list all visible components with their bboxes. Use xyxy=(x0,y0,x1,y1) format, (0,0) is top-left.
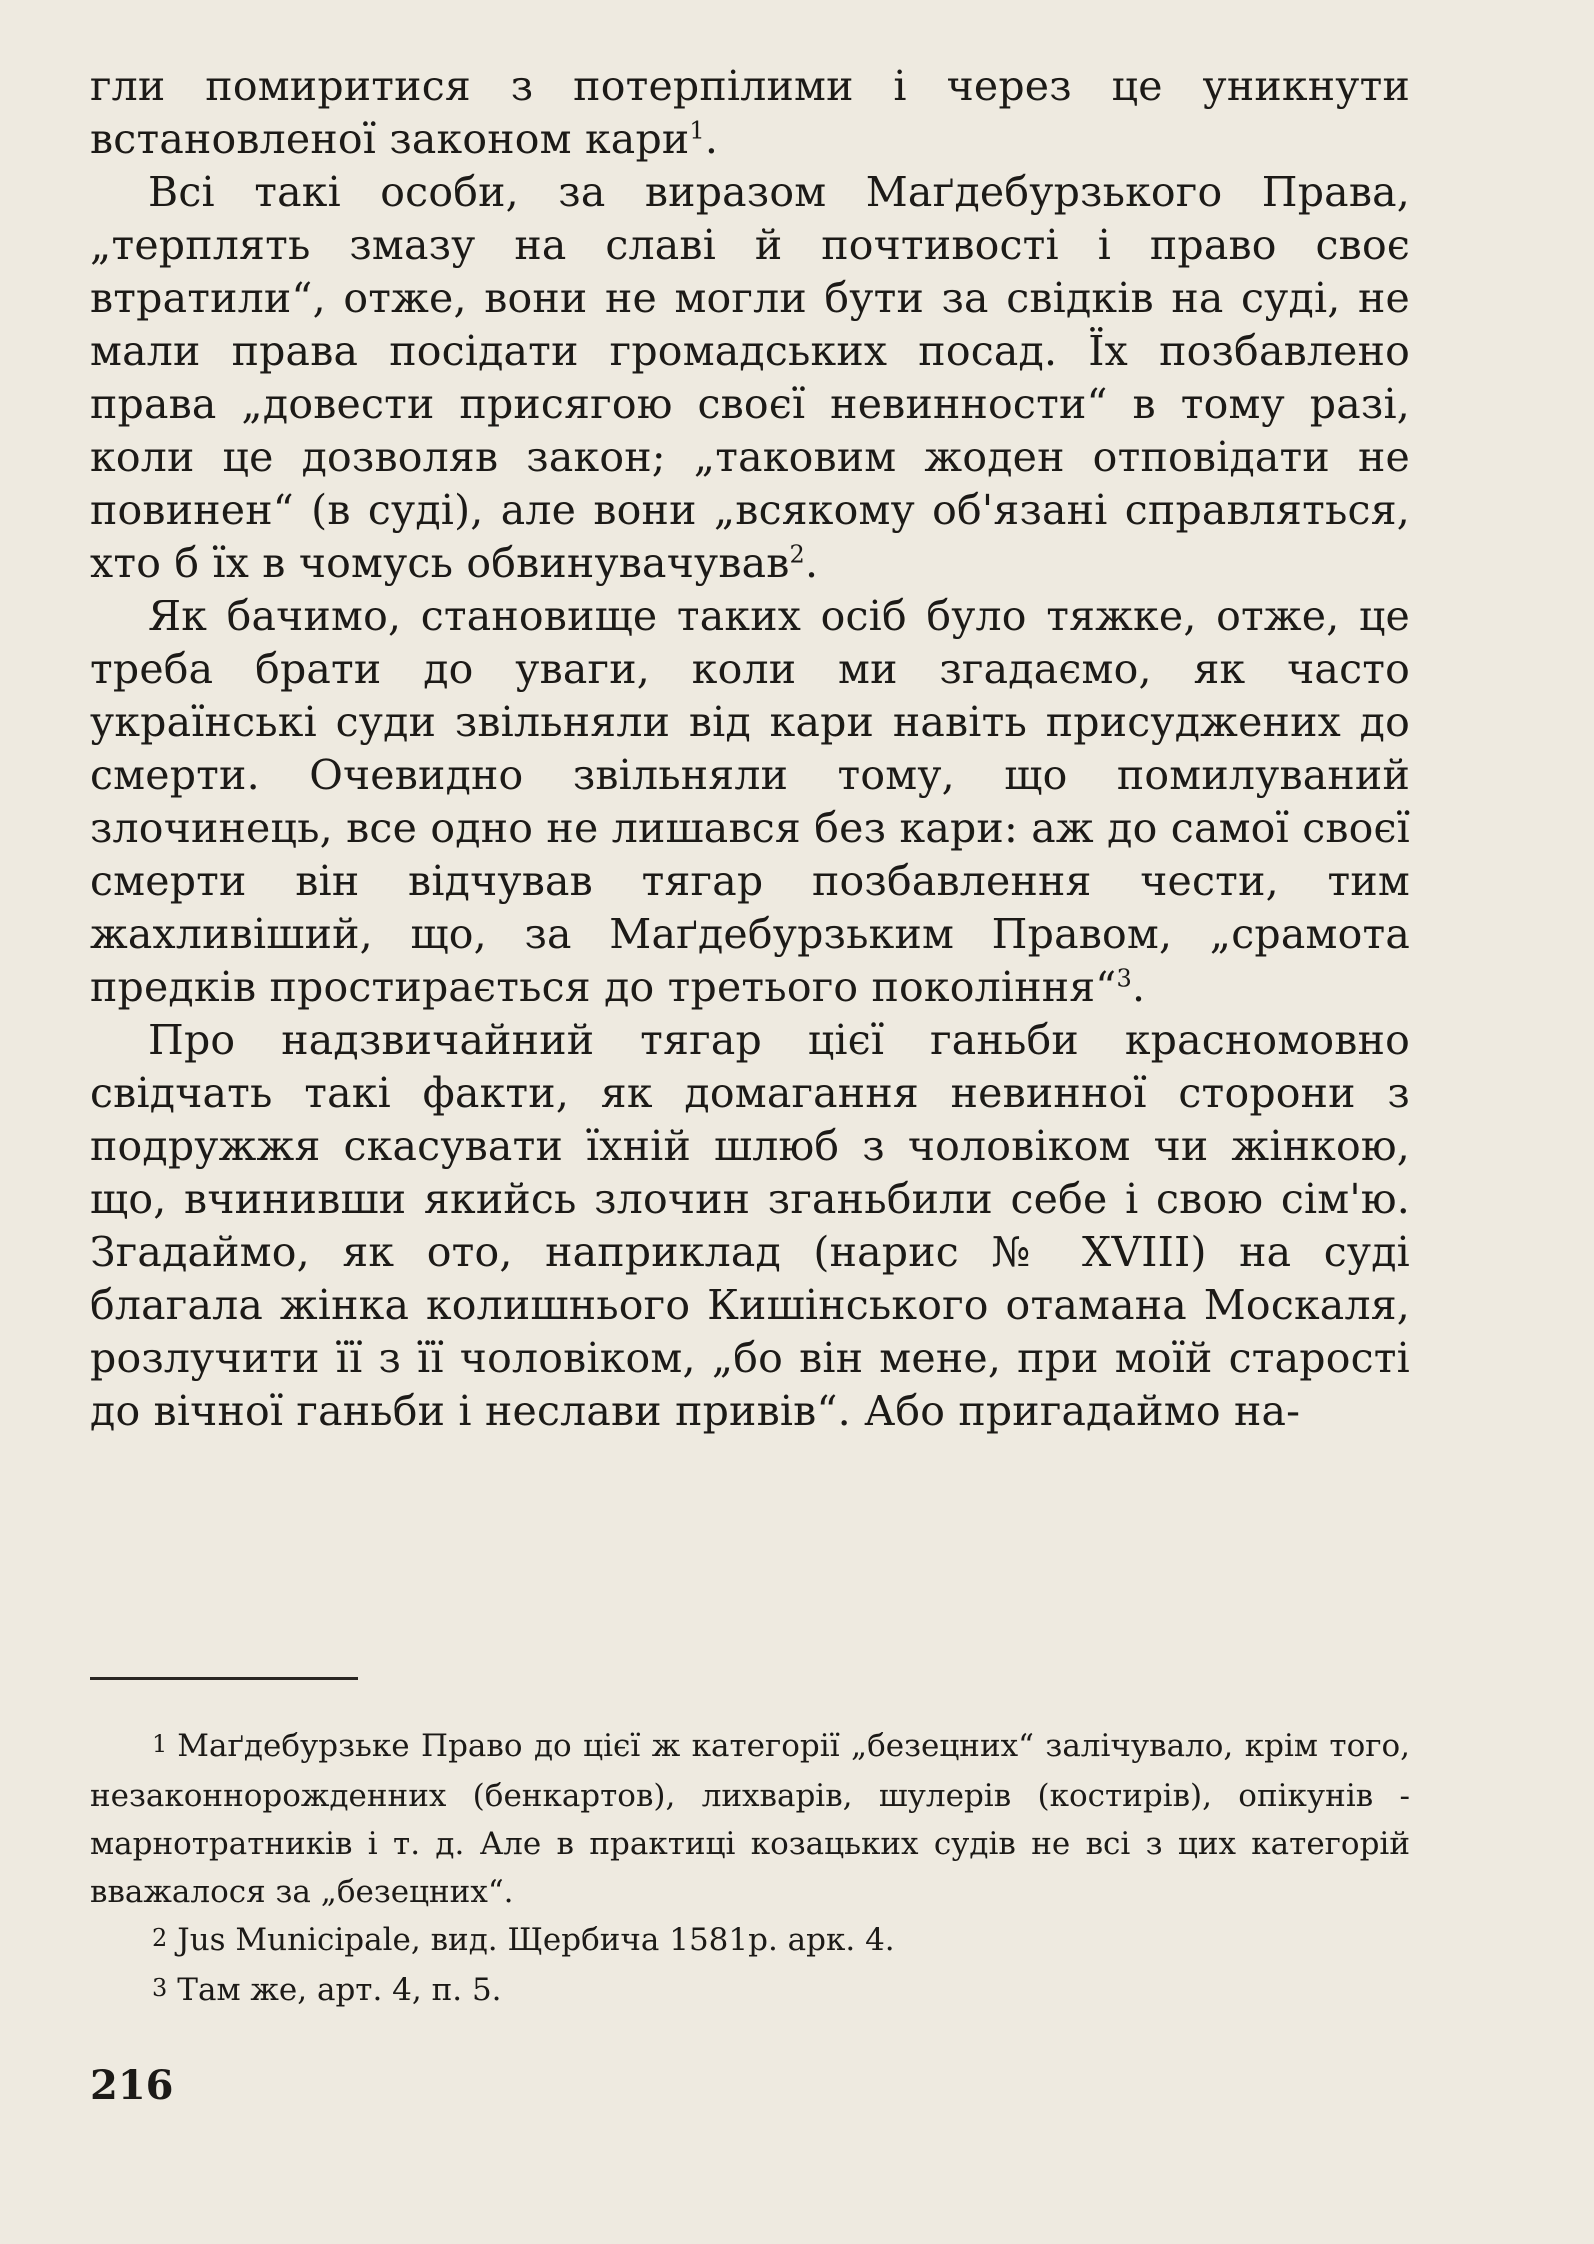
paragraph-tail: . xyxy=(1131,963,1146,1011)
footnote-text: Jus Municipale, вид. Щербича 1581р. арк. 4. xyxy=(177,1922,895,1958)
footnote-text: Там же, арт. 4, п. 5. xyxy=(177,1972,502,2008)
footnote-reference: 2 xyxy=(789,540,806,569)
paragraph-text: Всі такі особи, за виразом Маґдебурзького Права, „терплять змазу на славі й почтивості і право своє втратили“, отже, вони не могли бути за свідків на суді, не мали права посідати громадських посад. Їх позбавлено права „довести присягою своєї невинности“ в тому разі, коли це дозволяв закон; „таковим жоден отповідати не повинен“ (в суді), але вони „всякому об'язані справляться, хто б їх в чомусь обвинувачував xyxy=(90,168,1410,587)
paragraph-tail: . xyxy=(805,539,819,587)
footnote-text: Маґдебурзьке Право до цієї ж категорії „безецних“ залічувало, крім того, незаконнорожденних (бенкартов), лихварів, шулерів (костирів), опікунів - марнотратників і т. д. Але в практиці козацьких судів не всі з цих категорій вважалося за „безецних“. xyxy=(90,1728,1410,1910)
footnote-reference: 1 xyxy=(689,116,705,145)
footnote xyxy=(90,1722,1410,1916)
footnote-reference: 3 xyxy=(1116,964,1132,993)
footnote-mark: 3 xyxy=(152,1974,168,2002)
paragraph-text: гли помиритися з потерпілими і через це уникнути встановленої законом кари xyxy=(90,62,1410,163)
paragraph xyxy=(90,1014,1410,1438)
footnote-mark: 2 xyxy=(152,1924,168,1952)
footnotes xyxy=(90,1722,1410,2016)
footnote xyxy=(90,1966,1410,2016)
footnote xyxy=(90,1916,1410,1966)
paragraph xyxy=(90,590,1410,1014)
paragraph-text: Про надзвичайний тягар цієї ганьби красномовно свідчать такі факти, як домагання невинної сторони з подружжя скасувати їхній шлюб з чоловіком чи жінкою, що, вчинивши якийсь злочин зганьбили себе і свою сім'ю. Згадаймо, як ото, наприклад (нарис № XVIII) на суді благала жінка колишнього Кишінського отамана Москаля, розлучити її з її чоловіком, „бо він мене, при моїй старості до вічної ганьби і неслави привів“. Або пригадаймо на- xyxy=(90,1016,1410,1435)
book-page xyxy=(90,60,1410,2190)
paragraph-tail: . xyxy=(704,115,719,163)
main-text xyxy=(90,60,1410,1438)
footnote-mark: 1 xyxy=(152,1730,168,1758)
paragraph-continued xyxy=(90,60,1410,166)
footnote-separator xyxy=(90,1677,358,1680)
paragraph xyxy=(90,166,1410,590)
page-number: 216 xyxy=(90,2062,174,2109)
paragraph-text: Як бачимо, становище таких осіб було тяжке, отже, це треба брати до уваги, коли ми згадаємо, як часто українські суди звільняли від кари навіть присуджених до смерти. Очевидно звільняли тому, що помилуваний злочинець, все одно не лишався без кари: аж до самої своєї смерти він відчував тягар позбавлення чести, тим жахливіший, що, за Маґдебурзьким Правом, „срамота предків простирається до третього покоління“ xyxy=(90,592,1410,1011)
